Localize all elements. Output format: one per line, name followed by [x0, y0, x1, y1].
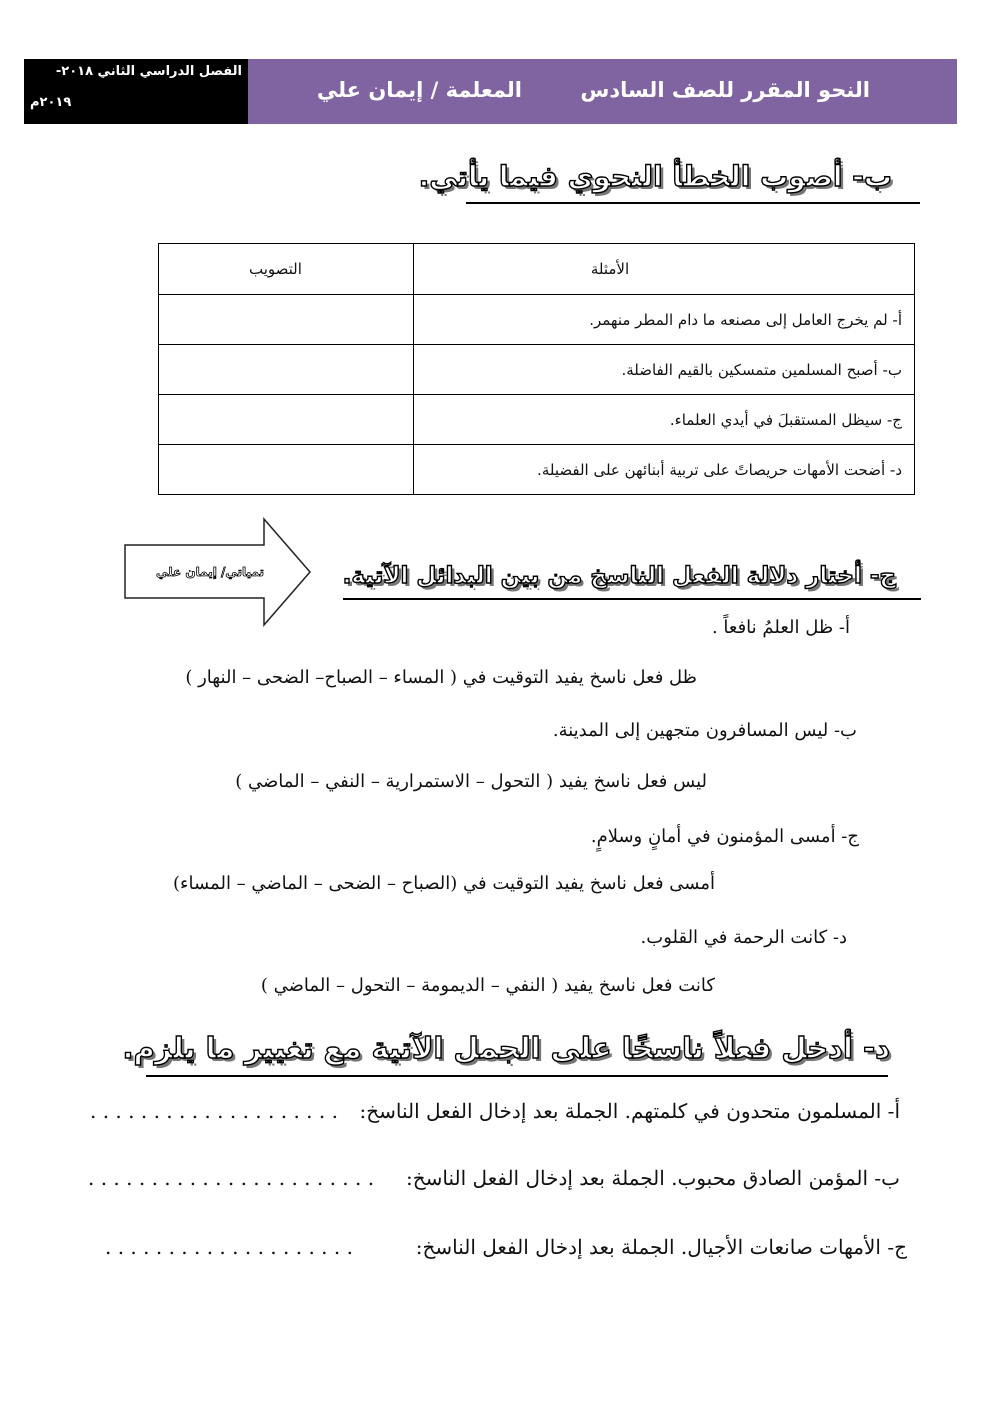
term-line-1: الفصل الدراسي الثاني ٢٠١٨-: [55, 64, 242, 79]
item-d-c-answer[interactable]: . . . . . . . . . . . . . . . . . . . .: [105, 1235, 353, 1259]
correction-cell[interactable]: [159, 395, 414, 445]
item-d-b-text: ب- المؤمن الصادق محبوب. الجملة بعد إدخال الفعل الناسخ:: [406, 1166, 900, 1190]
section-b-title: ب- أصوب الخطأ النحوي فيما يأتي.: [418, 160, 892, 193]
term-line-2: ٢٠١٩م: [30, 95, 72, 110]
example-cell: د- أضحت الأمهات حريصاتً على تربية أبنائهن على الفضيلة.: [414, 445, 915, 495]
table-row: [159, 395, 915, 445]
table-row: [159, 445, 915, 495]
item-d-a-answer[interactable]: . . . . . . . . . . . . . . . . . . . .: [90, 1099, 338, 1123]
example-cell: ب- أصبح المسلمين متمسكين بالقيم الفاضلة.: [414, 345, 915, 395]
item-c-b-sentence: ب- ليس المسافرون متجهين إلى المدينة.: [552, 720, 857, 741]
item-c-d-sentence: د- كانت الرحمة في القلوب.: [640, 927, 847, 948]
correction-cell[interactable]: [159, 345, 414, 395]
example-cell: ج- سيظل المستقبلَ في أيدي العلماء.: [414, 395, 915, 445]
table-row: [159, 295, 915, 345]
item-c-d-question: كانت فعل ناسخ يفيد ( النفي – الديمومة – التحول – الماضي ): [260, 975, 715, 996]
column-header-examples: الأمثلة: [414, 244, 915, 295]
item-c-a-question: ظل فعل ناسخ يفيد التوقيت في ( المساء – الصباح– الضحى – النهار ): [185, 667, 697, 688]
arrow-label: تمياتي/ إيمان علي: [156, 565, 264, 579]
correction-cell[interactable]: [159, 445, 414, 495]
item-c-c-sentence: ج- أمسى المؤمنون في أمانٍ وسلامٍ.: [590, 826, 859, 847]
section-d-title: د- أدخل فعلاً ناسخًا على الجمل الآتية مع تغيير ما يلزم.: [122, 1031, 890, 1065]
section-b-underline: [466, 202, 920, 204]
corrections-table: [158, 243, 915, 495]
example-cell: أ- لم يخرج العامل إلى مصنعه ما دام المطر منهمر.: [414, 295, 915, 345]
column-header-correction: التصويب: [159, 244, 414, 295]
correction-cell[interactable]: [159, 295, 414, 345]
item-d-c-text: ج- الأمهات صانعات الأجيال. الجملة بعد إدخال الفعل الناسخ:: [415, 1235, 907, 1259]
section-c-title: ج- أختار دلالة الفعل الناسخ من بين البدائل الآتية.: [342, 563, 896, 589]
table-row: [159, 345, 915, 395]
subject-title: النحو المقرر للصف السادس: [580, 78, 870, 102]
item-d-b-answer[interactable]: . . . . . . . . . . . . . . . . . . . . . . .: [88, 1166, 375, 1190]
item-c-c-question: أمسى فعل ناسخ يفيد التوقيت في (الصباح – الضحى – الماضي – المساء): [173, 873, 715, 894]
item-c-b-question: ليس فعل ناسخ يفيد ( التحول – الاستمرارية – النفي – الماضي ): [235, 771, 707, 792]
section-c-underline: [343, 598, 921, 600]
section-d-underline: [146, 1075, 888, 1077]
table-header-row: [159, 244, 915, 295]
item-d-a-text: أ- المسلمون متحدون في كلمتهم. الجملة بعد إدخال الفعل الناسخ:: [359, 1099, 900, 1123]
item-c-a-sentence: أ- ظل العلمُ نافعاً .: [711, 617, 850, 638]
teacher-name: المعلمة / إيمان علي: [316, 78, 522, 102]
